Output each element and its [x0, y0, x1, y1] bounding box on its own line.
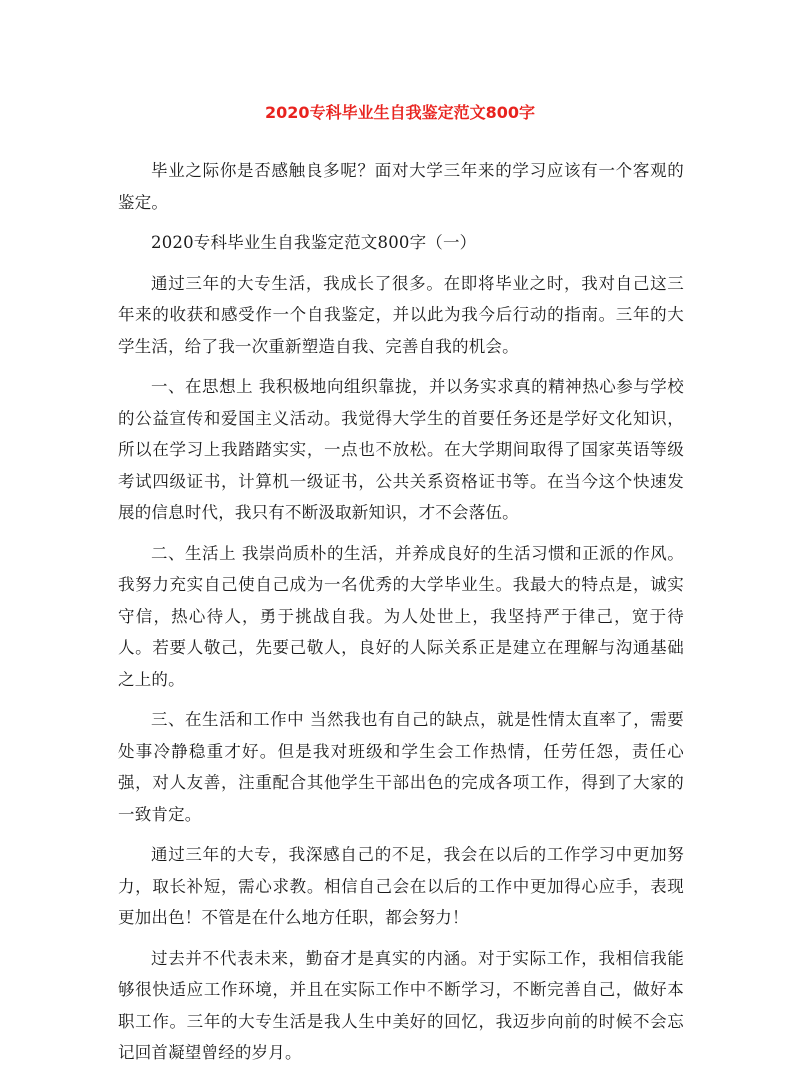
body-paragraph: 二、生活上 我崇尚质朴的生活，并养成良好的生活习惯和正派的作风。我努力充实自己使自己成为一名优秀的大学毕业生。我最大的特点是，诚实守信，热心待人，勇于挑战自我。为人处世上，我坚持严于律己，宽于待人。若要人敬己，先要己敬人，良好的人际关系正是建立在理解与沟通基础之上的。 — [118, 543, 684, 689]
body-paragraph: 一、在思想上 我积极地向组织靠拢，并以务实求真的精神热心参与学校的公益宣传和爱国主义活动。我觉得大学生的首要任务还是学好文化知识，所以在学习上我踏踏实实，一点也不放松。在大学期间取得了国家英语等级考试四级证书，计算机一级证书，公共关系资格证书等。在当今这个快速发展的信息时代，我只有不断汲取新知识，才不会落伍。 — [118, 377, 684, 522]
intro-paragraph: 毕业之际你是否感触良多呢？面对大学三年来的学习应该有一个客观的鉴定。 — [118, 161, 684, 212]
document-body — [118, 155, 684, 1069]
body-paragraph: 三、在生活和工作中 当然我也有自己的缺点，就是性情太直率了，需要处事冷静稳重才好。但是我对班级和学生会工作热情，任劳任怨，责任心强，对人友善，注重配合其他学生干部出色的完成各项工作，得到了大家的一致肯定。 — [118, 710, 684, 824]
section-subheading: 2020专科毕业生自我鉴定范文800字（一） — [151, 233, 477, 252]
body-paragraph: 过去并不代表未来，勤奋才是真实的内涵。对于实际工作，我相信我能够很快适应工作环境，并且在实际工作中不断学习，不断完善自己，做好本职工作。三年的大专生活是我人生中美好的回忆，我迈步向前的时候不会忘记回首凝望曾经的岁月。 — [118, 948, 684, 1062]
body-paragraph: 通过三年的大专生活，我成长了很多。在即将毕业之时，我对自己这三年来的收获和感受作一个自我鉴定，并以此为我今后行动的指南。三年的大学生活，给了我一次重新塑造自我、完善自我的机会。 — [118, 273, 684, 356]
document-title: 2020专科毕业生自我鉴定范文800字 — [265, 103, 535, 122]
body-paragraph: 通过三年的大专，我深感自己的不足，我会在以后的工作学习中更加努力，取长补短，需心求教。相信自己会在以后的工作中更加得心应手，表现更加出色！不管是在什么地方任职，都会努力！ — [118, 845, 684, 927]
